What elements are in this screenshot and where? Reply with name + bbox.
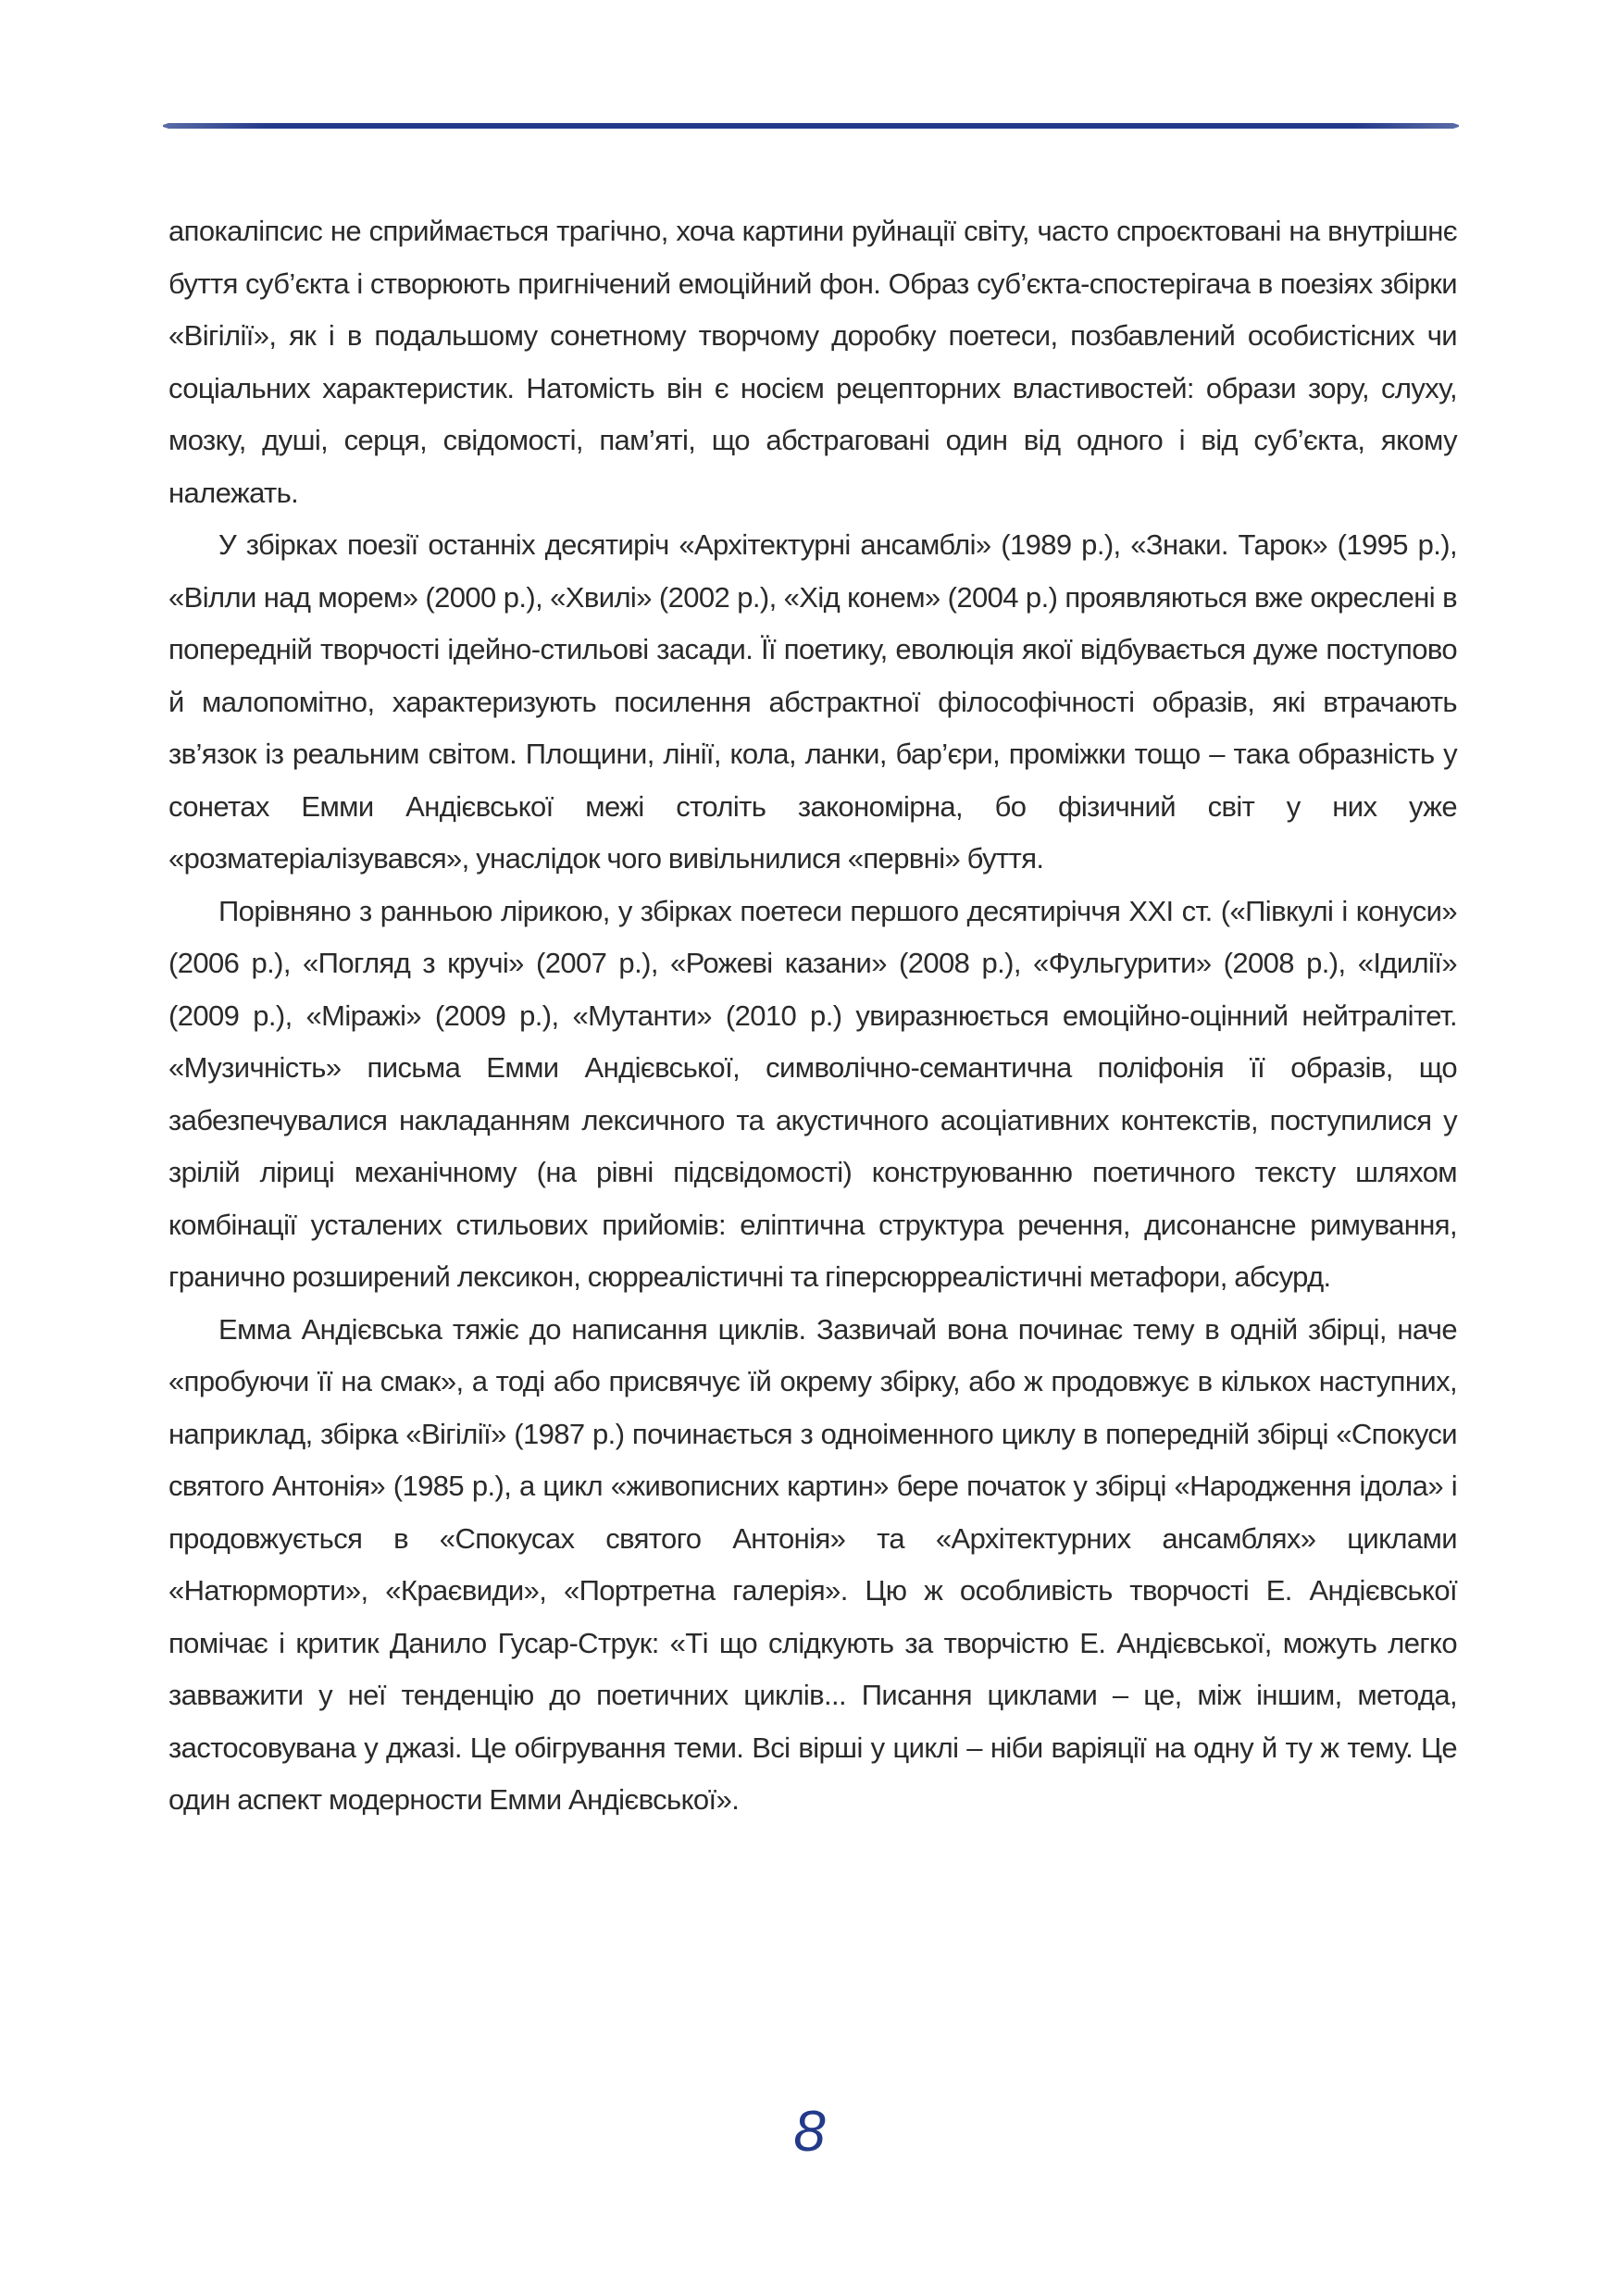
paragraph-2: У збірках поезії останніх десятиріч «Архітектурні ансамблі» (1989 р.), «Знаки. Тарок» (1995 р.), «Вілли над морем» (2000 р.), «Хвилі» (2002 р.), «Хід конем» (2004 р.) проявляються вже окреслені в попередній творчості ідейно-стильові засади. Її поетику, еволюція якої відбувається дуже поступово й малопомітно, характеризують посилення абстрактної філософічності образів, які втрачають зв’язок із реальним світом. Площини, лінії, кола, ланки, бар’єри, проміжки тощо – така образність у сонетах Емми Андієвської межі століть закономірна, бо фізичний світ у них уже «розматеріалізувався», унаслідок чого вивільнилися «первні» буття. bbox=[168, 528, 1457, 875]
header-rule bbox=[163, 122, 1459, 130]
paragraph-3: Порівняно з ранньою лірикою, у збірках поетеси першого десятиріччя ХХІ ст. («Півкулі і конуси» (2006 р.), «Погляд з кручі» (2007 р.), «Рожеві казани» (2008 р.), «Фульгурити» (2008 р.), «Ідилії» (2009 р.), «Міражі» (2009 р.), «Мутанти» (2010 р.) увиразнюється емоційно-оцінний нейтралітет. «Музичність» письма Емми Андієвської, символічно-семантична поліфонія її образів, що забезпечувалися накладанням лексичного та акустичного асоціативних контекстів, поступилися у зрілій ліриці механічному (на рівні підсвідомості) конструюванню поетичного тексту шляхом комбінації усталених стильових прийомів: еліптична структура речення, дисонансне римування, гранично розширений лексикон, сюрреалістичні та гіперсюрреалістичні метафори, абсурд. bbox=[168, 894, 1457, 1293]
page-number: 8 bbox=[793, 2100, 826, 2164]
body-text bbox=[168, 205, 1457, 1827]
paragraph-1: апокаліпсис не сприймається трагічно, хоча картини руйнації світу, часто спроєктовані на внутрішнє буття суб’єкта і створюють пригнічений емоційний фон. Образ суб’єкта-спостерігача в поезіях збірки «Вігілії», як і в подальшому сонетному творчому доробку поетеси, позбавлений особистісних чи соціальних характеристик. Натомість він є носієм рецепторних властивостей: образи зору, слуху, мозку, душі, серця, свідомості, пам’яті, що абстраговані один від одного і від суб’єкта, якому належать. bbox=[168, 215, 1457, 509]
paragraph-4: Емма Андієвська тяжіє до написання циклів. Зазвичай вона починає тему в одній збірці, наче «пробуючи її на смак», а тоді або присвячує їй окрему збірку, або ж продовжує в кількох наступних, наприклад, збірка «Вігілії» (1987 р.) починається з одноіменного циклу в попередній збірці «Спокуси святого Антонія» (1985 р.), а цикл «живописних картин» бере початок у збірці «Народження ідола» і продовжується в «Спокусах святого Антонія» та «Архітектурних ансамблях» циклами «Натюрморти», «Краєвиди», «Портретна галерія». Цю ж особливість творчості Е. Андієвської помічає і критик Данило Гусар-Струк: «Ті що слідкують за творчістю Е. Андієвської, можуть легко завважити у неї тенденцію до поетичних циклів... Писання циклами – це, між іншим, метода, застосовувана у джазі. Це обігрування теми. Всі вірші у циклі – ніби варіяції на одну й ту ж тему. Це один аспект модерности Емми Андієвської». bbox=[168, 1312, 1457, 1816]
header-rule-graphic bbox=[163, 122, 1459, 130]
